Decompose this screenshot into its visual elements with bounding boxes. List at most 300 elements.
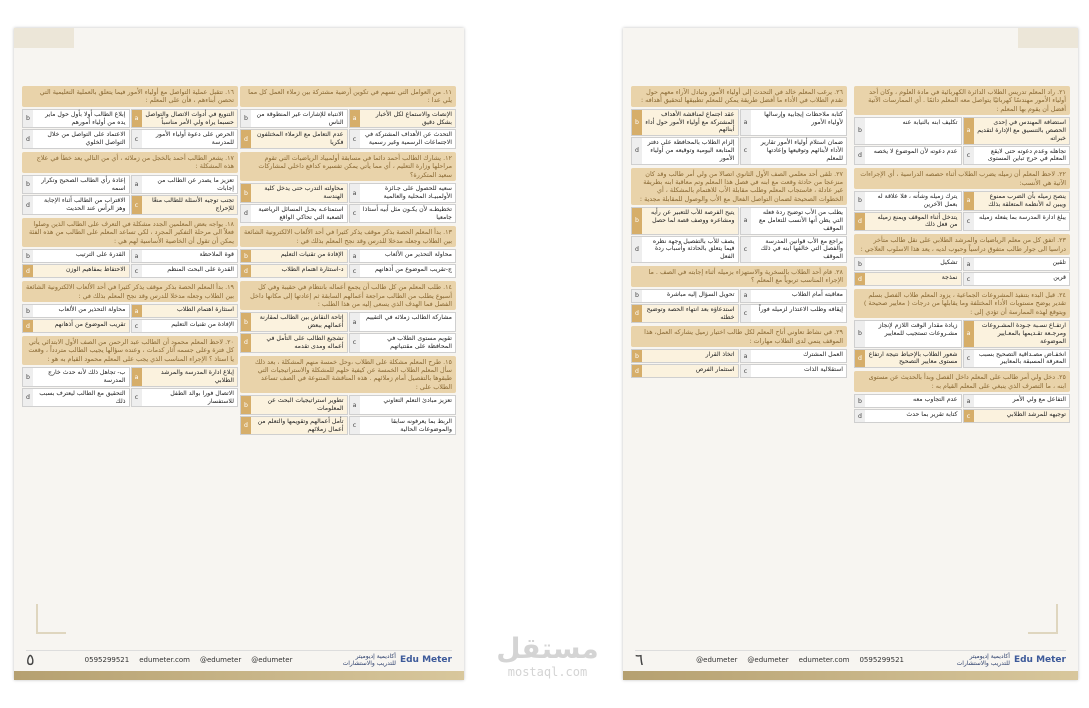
option-text: قرين	[1053, 274, 1066, 282]
arrow-decoration	[1028, 604, 1058, 634]
option-letter: a	[350, 250, 360, 262]
logo	[343, 653, 452, 667]
answer-option	[631, 207, 739, 234]
options-grid	[631, 109, 847, 165]
option-letter: b	[23, 110, 33, 128]
answer-option	[349, 204, 457, 224]
options-grid	[240, 183, 456, 223]
option-letter: d	[632, 237, 642, 262]
option-letter: d	[241, 130, 251, 148]
option-text: التحقيق مع الطالب ليعترف بسبب ذلك	[39, 389, 126, 405]
question-text: ٢٢. لاحظ المعلم أن زميله يضرب الطلاب أثناء حصصه الدراسية ، أي الإجراءات الآتية هي الأنسب:	[854, 168, 1070, 189]
option-text: سعيه للحصول على جـائزة الأولمبيـاد المحلية والعالمية	[383, 185, 452, 201]
answer-option	[740, 207, 848, 234]
answer-option	[740, 349, 848, 363]
option-text: تطوير استراتيجيات البحث عن المعلومات	[267, 397, 344, 413]
answer-option	[740, 289, 848, 303]
option-letter: d	[855, 147, 865, 165]
question-text: ٢١. راد المعلم تدريس الطلاب الدائرة الكهربائية في مادة العلوم ، وكان أحد أولياء الأمور مهندسًا كهربائيًا يتواصل معه المعلم دائمًا . أي الممارسات الآتية أفضل أن يقوم بها المعلم :	[854, 86, 1070, 115]
option-letter: c	[350, 334, 360, 352]
logo-line-2: للتدريب والاستشارات	[956, 659, 1010, 667]
option-letter: d	[632, 138, 642, 163]
answer-option	[854, 409, 962, 423]
answer-option	[963, 146, 1071, 166]
answer-option	[631, 349, 739, 363]
options-grid	[22, 175, 238, 215]
option-letter: c	[964, 147, 974, 165]
answer-option	[854, 272, 962, 286]
answer-option	[240, 312, 348, 332]
option-text: العمل المشترك	[803, 351, 843, 359]
option-letter: b	[632, 290, 642, 302]
options-grid	[854, 191, 1070, 231]
option-text: نمذجة	[941, 274, 958, 282]
instagram-handle: @edumeter	[200, 655, 242, 664]
question-text: ٢٠. لاحظ المعلم محمود أن الطالب عبد الرحمن من الصف الأول الابتدائي يأتي كل فترة وعلى جسمه آثار كدمات ، وعنده سؤالها يجيب الطالب متردداً ، وقعت يا استاذ ؟ الإجراء المناسب الذي يجب على المعلم محمود القيام به هو :	[22, 336, 238, 365]
options-grid	[854, 257, 1070, 286]
social-links	[85, 656, 293, 664]
option-text: تعزيز مبادئ التعلم التعاوني	[383, 397, 452, 405]
option-text: يتيح الفرصة للأب للتعبير عن رأيه ومشاعره ووصف قصة لما حصل	[651, 209, 735, 225]
option-text: إبلاغ الطالب أولا بأول حول ماير يده من أولياء أمورهم	[45, 110, 126, 126]
option-text: الانتباه للإشارات غير المنطوقة من الناس	[256, 110, 344, 126]
answer-option	[131, 264, 239, 278]
option-text: التحدث عن الأهداف المشتركة في الاجتماعات الرسمية وغير رسمية	[364, 131, 452, 147]
answer-option	[240, 129, 348, 149]
answer-option	[131, 367, 239, 387]
option-text: عقد اجتماع لمناقشة الأهداف المشتركة مع أولياء الأمور حول أداء أبنائهم	[645, 110, 735, 134]
option-letter: c	[741, 365, 751, 377]
answer-option	[740, 364, 848, 378]
option-text: تقويم مستوى الطلاب في المحافظة على مقتنياتهم	[387, 335, 452, 350]
answer-option	[854, 320, 962, 347]
answer-option	[131, 129, 239, 149]
answer-option	[963, 349, 1071, 369]
option-letter: d	[241, 417, 251, 435]
option-text: الحرص على دعوة أولياء الأمور للمدرسة	[155, 131, 234, 147]
left-page-right-column	[240, 86, 456, 646]
option-letter: d	[23, 130, 33, 148]
question-text: ٢٩. في نشاط تعاوني أتاح المعلم لكل طالب اختيار زميل يشاركه العمل، هذا الموقف ينمي لدى الطلاب مهارات :	[631, 326, 847, 347]
answer-option	[349, 129, 457, 149]
options-grid	[240, 249, 456, 278]
option-text: الإنصات والاستماع لكل الأخبار بشكل دقيق	[375, 110, 452, 126]
option-letter: b	[23, 176, 33, 194]
option-text: تجاهله وعدم دعوته حتى لايقع المعلم في حرج تباين المستوى	[987, 147, 1066, 163]
option-text: التفاعل مع ولي الأمر	[1012, 396, 1066, 404]
option-letter: b	[855, 192, 865, 210]
question-text: ٢٧. تلقى أحد معلمي الصف الأول الثانوي اتصالا من ولي أمر طالب وقد كان منزعجا من حادثة وقعت مع ابنه في فصل هذا المعلم وتم معاقبة ابنه بطريقة غير عادلة ، فاستجاب المعلم وطلب مقابلة الأب للاهتمام بالمشكلة ، أي الخطوات الصحيحة لضمان التواصل الفعال مع الأب والوصول للمقابلة مجدية :	[631, 168, 847, 206]
answer-option	[349, 416, 457, 436]
answer-option	[240, 264, 348, 278]
website-text: edumeter.com	[139, 655, 190, 664]
option-text: عدم التعامل مع الزملاء المختلفون فكريا	[257, 131, 344, 147]
option-letter: d	[855, 410, 865, 422]
option-letter: d	[23, 389, 33, 407]
option-letter: b	[855, 118, 865, 143]
option-letter: b	[241, 110, 251, 128]
option-text: تجنب توجيه الأسئلة للطالب منعًا للإحراج	[151, 197, 234, 213]
option-text: الاحتفاظ بمفاهيم الوزن	[65, 266, 126, 274]
right-page-right-column	[854, 86, 1070, 646]
option-letter: a	[350, 184, 360, 202]
option-text: تشكيل	[940, 259, 958, 267]
option-letter: c	[132, 130, 142, 148]
option-letter: b	[855, 321, 865, 346]
option-text: استثمار الفرص	[695, 366, 735, 374]
answer-option	[240, 395, 348, 415]
options-grid	[22, 249, 238, 278]
options-grid	[240, 395, 456, 435]
option-text: عدم التجاوب معه	[913, 396, 958, 404]
left-page-left-column	[22, 86, 238, 646]
option-letter: b	[23, 250, 33, 262]
option-letter: a	[741, 110, 751, 135]
twitter-handle: @edumeter	[696, 655, 738, 664]
option-letter: d	[632, 305, 642, 323]
answer-option	[349, 312, 457, 332]
option-letter: b	[855, 258, 865, 270]
option-text: استمتاعـه بحـل المسائل الرياضية الصعبة التي تحاكي الواقع	[258, 205, 344, 221]
answer-option	[631, 109, 739, 136]
option-letter: a	[132, 176, 142, 194]
answer-option	[854, 117, 962, 144]
option-text: الإفادة من تقنيات التعليم	[171, 321, 234, 329]
answer-option	[349, 109, 457, 129]
answer-option	[740, 236, 848, 263]
option-text: مشاركة الطالب زملائه في التقييم	[366, 314, 452, 322]
option-letter: c	[132, 389, 142, 407]
answer-option	[963, 409, 1071, 423]
question-text: ٢٥. دخل ولي أمر طالب على المعلم داخل الفصل وبدأ بالحديث عن مستوى ابنه ، ما التصرف الذي ينبغي على المعلم القيام به :	[854, 371, 1070, 392]
option-letter: b	[855, 395, 865, 407]
option-text: الربط بما يعرفونه سابقا والموضوعات الحالية	[391, 417, 452, 433]
answer-option	[240, 109, 348, 129]
option-letter: b	[632, 350, 642, 362]
answer-option	[131, 249, 239, 263]
option-letter: d	[23, 265, 33, 277]
option-letter: a	[964, 258, 974, 270]
question-text: ١٩. بدأ المعلم الحصة بذكر موقف يذكر كثيرا في أحد الألعاب الالكترونية الشائعة بين الطلاب وجعله مدخلا للدرس وقد نجح المعلم بذلك في :	[22, 281, 238, 302]
option-text: كتابة تقرير بما حدث	[906, 411, 958, 419]
option-text: ينصح زميله بأن الضرب ممنوع ويبين له الأنظمة المتعلقة بذلك	[988, 193, 1066, 208]
option-text: ضمان استلام أولياء الأمور تقارير الأداء لأبنائهم وتوقيعها وإعادتها للمعلم	[760, 139, 843, 162]
option-letter: c	[132, 265, 142, 277]
option-letter: d	[855, 213, 865, 231]
option-text: الاتصال فورا بوالد الطفل للاستفسار	[170, 389, 234, 405]
option-letter: b	[241, 396, 251, 414]
right-page	[623, 28, 1078, 680]
answer-option	[131, 109, 239, 129]
option-letter: c	[741, 305, 751, 323]
answer-option	[349, 249, 457, 263]
option-letter: a	[132, 110, 142, 128]
option-letter: c	[964, 213, 974, 231]
option-letter: c	[132, 196, 142, 214]
question-text: ١١. من العوامل التي تسهم في تكوين أرضية مشتركة بين زملاء العمل كل مما يلي عدا :	[240, 86, 456, 107]
answer-option	[22, 249, 130, 263]
option-letter: c	[741, 237, 751, 262]
option-text: تخطيطـه لأن يكـون مثل أبيه أستاذا جامعيا	[362, 205, 452, 221]
option-letter: b	[241, 250, 251, 262]
option-letter: a	[964, 395, 974, 407]
option-letter: d	[241, 334, 251, 352]
answer-option	[963, 320, 1071, 347]
option-letter: a	[741, 290, 751, 302]
option-letter: d	[23, 196, 33, 214]
answer-option	[240, 204, 348, 224]
answer-option	[22, 175, 130, 195]
option-text: استقلالية الذات	[803, 366, 843, 374]
option-text: يبلغ ادارة المدرسة بما يفعله زميله	[978, 213, 1066, 221]
option-text: إيقافه وطلب الاعتذار لزميله فوراً	[758, 305, 843, 313]
option-letter: d	[855, 350, 865, 368]
answer-option	[131, 319, 239, 333]
option-letter: a	[350, 313, 360, 331]
option-letter: c	[350, 417, 360, 435]
answer-option	[854, 146, 962, 166]
instagram-handle: @edumeter	[747, 655, 789, 664]
question-text: ٢٣. اتفق كل من معلم الرياضيات والمرشد الطلابي على نقل طالب متأخر دراسيا الى جوار طالب متفوق دراسياً وحبوب لديه ، يعد هذا الاسلوب العلاجي :	[854, 234, 1070, 255]
option-text: محاولته التدرب حتى يدخل كلية الهندسة	[264, 185, 344, 201]
answer-option	[740, 109, 848, 136]
answer-option	[131, 195, 239, 215]
options-grid	[631, 207, 847, 263]
option-letter: b	[23, 305, 33, 317]
logo-mark: Edu Meter	[1013, 654, 1066, 665]
logo-line-2: للتدريب والاستشارات	[342, 659, 396, 667]
option-letter: d	[241, 265, 251, 277]
phone-text: 0595299521	[859, 655, 904, 664]
option-text: استثارة اهتمام الطلاب	[176, 306, 234, 314]
social-links	[696, 656, 904, 664]
question-text: ١٤. طلب المعلم من كل طالب أن يجمع أعماله بانتظام في حقيبة وفي كل أسبوع يطلب من الطالب مراجعة أعمالهم السابقة ثم إعادتها إلى مكانها داخل الفصل فما الهدف الذي يسعى إليه من هذا الطلب :	[240, 281, 456, 310]
answer-option	[963, 117, 1071, 144]
bottom-strip	[14, 671, 464, 680]
option-letter: c	[741, 138, 751, 163]
option-text: إبلاغ ادارة المدرسة والمرشد الطلابي	[160, 369, 234, 385]
option-letter: a	[964, 192, 974, 210]
option-text: يراجع مع الأب قوانين المدرسة والفصل التي خالفها ابنه في ذلك الموقف	[760, 237, 843, 261]
answer-option	[740, 137, 848, 164]
options-grid	[854, 394, 1070, 423]
option-text: معاقبته أمام الطلاب	[791, 290, 843, 298]
option-letter: a	[132, 305, 142, 317]
option-text: كتابة ملاحظات إيجابية وإرسالها لأولياء الأمور	[764, 110, 843, 126]
answer-option	[854, 394, 962, 408]
answer-option	[22, 319, 130, 333]
option-letter: b	[241, 184, 251, 202]
question-text: ١٥. طرح المعلم مشكلة على الطلاب ،وحل خمسة منهم المشكلة ، بعد ذلك سأل المعلم الطلاب الخمسة عن كيفية حلهم للمشكلة والاستراتيجيات التي طبقوها بالتفصيل أمام زملائهم . هذه المناقشة المتنوعة في الصف تساعد الطلاب على :	[240, 356, 456, 394]
option-text: تأمل أعمالهم وتقويمها والتعلم من أعمال زملائهم	[257, 417, 344, 433]
answer-option	[740, 304, 848, 324]
question-text: ١٨. يواجه بعض المعلمين الجدد مشكلة في التعرف على الطالب الذين وصلوا فعلاً الى مرحلة التفكير المجرد ، لكي تساعد المعلم على الطالب من هذه الفئة يمكن أن تقول أن الخاصية الأساسية لهم هي :	[22, 218, 238, 247]
page-number: ٥	[26, 650, 35, 669]
options-grid	[22, 109, 238, 149]
options-grid	[631, 289, 847, 324]
left-page	[14, 28, 464, 680]
option-text: يطلب من الأب توضيح ردة فعله التي يظن أنها الأنسب للتعامل مع الموقف	[759, 209, 843, 232]
answer-option	[22, 304, 130, 318]
option-text: قوة الملاحظة	[199, 251, 234, 259]
option-letter: c	[350, 130, 360, 148]
option-text: يصف للأب بالتفصيل وجهة نظره فيما يتعلق بالحادثة وأسباب ردة الفعل	[652, 237, 735, 261]
option-text: ب- تجاهل ذلك لأنه حدث خارج المدرسة	[48, 369, 126, 385]
corner-decoration	[14, 28, 74, 48]
option-letter: a	[132, 368, 142, 386]
option-letter: a	[964, 321, 974, 346]
website-text: edumeter.com	[798, 655, 850, 664]
option-letter: a	[741, 350, 751, 362]
option-text: إلزام الطلاب بالمحافظة على دفتر المتابعة اليومية وتوقيعه من أولياء الأمور	[647, 139, 735, 162]
option-text: تلقين	[1052, 259, 1066, 267]
option-text: تشجيع الطالب على التأمل في أعماله ومدى تقدمه	[266, 335, 344, 350]
options-grid	[631, 349, 847, 378]
option-text: التنويع في أدوات الاتصال والتواصل حسبما يراه ولي الأمر مناسباً	[145, 110, 234, 126]
question-text: ١٣. بدأ المعلم الحصة بذكر موقف يذكر كثيرا في أحد الألعاب الالكترونية الشائعة بين الطلاب وجعله مدخلا للدرس وقد نجح المعلم بذلك في :	[240, 226, 456, 247]
option-text: اتخاذ القرار	[705, 351, 735, 359]
footer	[26, 650, 452, 669]
option-letter: d	[632, 365, 642, 377]
option-text: يترك زميله وشأنه ، فلا علاقة له بعمل الآخرين	[877, 193, 958, 208]
answer-option	[963, 191, 1071, 211]
answer-option	[963, 272, 1071, 286]
corner-decoration	[1018, 28, 1078, 48]
answer-option	[131, 388, 239, 408]
answer-option	[631, 236, 739, 263]
logo	[957, 653, 1066, 667]
logo-line-1: أكاديمية إديوميتر	[969, 652, 1010, 660]
option-letter: c	[964, 350, 974, 368]
answer-option	[631, 289, 739, 303]
watermark-arabic: مستقل	[496, 632, 599, 665]
option-letter: c	[350, 205, 360, 223]
option-text: د-استثارة اهتمام الطلاب	[281, 266, 344, 274]
option-letter: b	[632, 208, 642, 233]
option-letter: b	[241, 313, 251, 331]
option-text: تكليف ابنه بالنيابة عنه	[902, 119, 958, 127]
option-text: تعزيز ما يصدر عن الطالب من إجابات	[157, 176, 234, 192]
option-text: تحويل السؤال إليه مباشرة	[667, 290, 735, 298]
question-text: ٢٨. قام أحد الطلاب بالسخرية والاستهزاء بزميله أثناء إجابته في الصف . ما الإجراء المناسب تربوياً مع المعلم ؟	[631, 266, 847, 287]
options-grid	[240, 109, 456, 149]
answer-option	[22, 195, 130, 215]
option-text: ارتفـاع نسـبة جـودة المشـروعات ومرجـعة تقـديمها بالمعـايير الموضوعة	[981, 322, 1066, 345]
answer-option	[631, 304, 739, 324]
options-grid	[854, 320, 1070, 368]
option-text: الاعتماد على التواصل من خلال التواصل الخلوي	[47, 131, 126, 147]
option-letter: b	[23, 368, 33, 386]
option-letter: a	[741, 208, 751, 233]
options-grid	[22, 304, 238, 333]
answer-option	[631, 137, 739, 164]
option-text: القدرة على البحث المنظم	[167, 266, 234, 274]
answer-option	[963, 394, 1071, 408]
option-letter: c	[132, 320, 142, 332]
options-grid	[240, 312, 456, 352]
option-text: إتاحة النقاش بين الطالب لمقارنة أعمالهم ببعض	[259, 314, 344, 330]
watermark	[475, 632, 620, 692]
option-letter: c	[964, 273, 974, 285]
answer-option	[349, 264, 457, 278]
option-letter: d	[23, 320, 33, 332]
answer-option	[131, 175, 239, 195]
option-text: محاولة التحذير من الألعاب	[58, 306, 126, 314]
option-text: الإفادة من تقنيات التعليم	[280, 251, 344, 259]
question-text: ١٢. يشارك الطالب أحمد دائما في مسابقة أولمبياد الرياضيات التي تقوم مراحلها وزارة التعليم ، أي مما يأتي يمكن تفسيره كدافع داخلي لمشاركات سعيد المتكررة؟	[240, 152, 456, 181]
option-letter: c	[350, 265, 360, 277]
option-text: استدعاؤه بعد انتهاء الحصة وتوضيح خطئه	[646, 305, 735, 321]
option-text: محاولة التحذير من الألعاب	[385, 251, 452, 259]
answer-option	[131, 304, 239, 318]
option-text: القدرة على الترتيب	[75, 251, 126, 259]
answer-option	[349, 395, 457, 415]
answer-option	[240, 183, 348, 203]
option-letter: a	[350, 396, 360, 414]
watermark-latin: mostaql.com	[507, 665, 588, 679]
answer-option	[22, 367, 130, 387]
right-page-left-column	[631, 86, 847, 646]
answer-option	[349, 183, 457, 203]
answer-option	[240, 249, 348, 263]
option-letter: d	[241, 205, 251, 223]
phone-text: 0595299521	[84, 655, 130, 664]
answer-option	[854, 191, 962, 211]
option-text: زيادة مقدار الوقت اللازم لإنجاز مشـروعات تستجيب للمعايير	[878, 322, 958, 338]
logo-mark: Edu Meter	[399, 654, 452, 665]
answer-option	[22, 264, 130, 278]
option-text: استضافة المهندس في إحدى الحصص بالتنسيق مع الإدارة لتقديم خبراته	[977, 119, 1066, 142]
arrow-decoration	[36, 604, 66, 634]
option-text: يتدخل أثناء الموقف ويمنع زميله من فعل ذلك	[877, 213, 958, 229]
option-letter: d	[855, 273, 865, 285]
answer-option	[22, 129, 130, 149]
bottom-strip	[623, 671, 1078, 680]
twitter-handle: @edumeter	[251, 655, 293, 664]
option-text: إعادة رأي الطالب الصحيح وتكرار اسمه	[41, 176, 126, 192]
option-text: تقريب الموضوع من أذهانهم	[54, 321, 126, 329]
footer	[635, 650, 1066, 669]
option-letter: c	[964, 410, 974, 422]
options-grid	[854, 117, 1070, 165]
answer-option	[854, 349, 962, 369]
logo-line-1: أكاديمية إديوميتر	[355, 652, 396, 660]
answer-option	[240, 333, 348, 353]
option-letter: a	[350, 110, 360, 128]
answer-option	[22, 388, 130, 408]
answer-option	[854, 212, 962, 232]
answer-option	[963, 212, 1071, 232]
option-text: الاقتراب من الطالب أثناء الإجابة وهز الرأس عند الحديث	[43, 197, 126, 213]
answer-option	[963, 257, 1071, 271]
question-text: ٢٤. قبل البدء بتنفيذ المشروعات الجماعية ، يزود المعلم طلاب الفصل بسلم تقدير يوضح مستويات الأداء المختلفة وما يقابلها من درجات ( معايير صحيحة ) ويتوقع لهذه الممارسة أن تؤدي إلى :	[854, 289, 1070, 318]
option-letter: b	[632, 110, 642, 135]
answer-option	[349, 333, 457, 353]
question-text: ١٧. يشعر الطالب أحمد بالخجل من زملائه ، أي من التالي يعد خطأ في علاج هذه المشكلة :	[22, 152, 238, 173]
page-number: ٦	[635, 650, 644, 669]
answer-option	[240, 416, 348, 436]
option-text: انخفـاض مصـداقية التصحيح بسبب المعرفة المسبقة بالمعايير	[978, 350, 1066, 366]
answer-option	[854, 257, 962, 271]
answer-option	[631, 364, 739, 378]
options-grid	[22, 367, 238, 407]
option-letter: a	[132, 250, 142, 262]
question-text: ٢٦. يرغب المعلم خالد في التحدث إلى أولياء الأمور وتبادل الآراء معهم حول تقدم الطلاب في الأداء ما أفضل طريقة يمكن للمعلم تطبيقها لتحقيق أهدافه :	[631, 86, 847, 107]
option-text: عدم دعوته لأن الموضوع لا يخصه	[873, 147, 958, 155]
answer-option	[22, 109, 130, 129]
option-text: شعور الطلاب بالإحباط نتيجة ارتفاع مستوى معايير التصحيح	[868, 350, 958, 366]
option-text: ج-تقريب الموضوع من أذهانهم	[374, 266, 452, 274]
